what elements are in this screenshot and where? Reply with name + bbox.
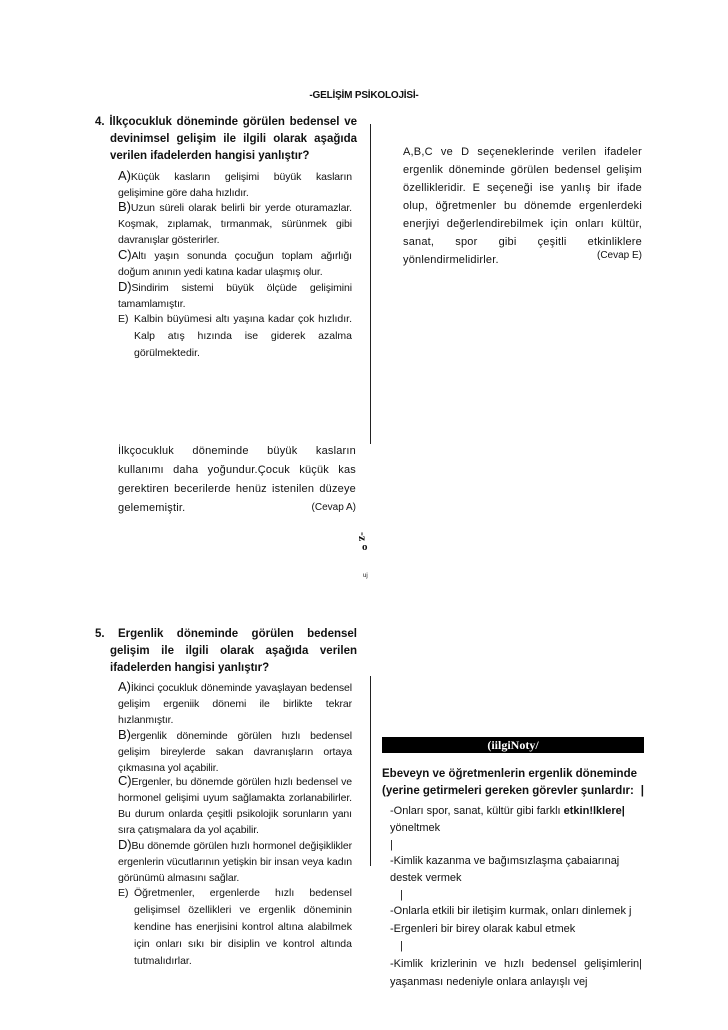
option-label: B) [118, 199, 131, 214]
option-text: Kalbin büyümesi altı yaşına kadar çok hızlıdır. Kalp atış hızında ise giderek azalma görülmektedir. [134, 313, 352, 359]
item-text: -Ergenleri bir birey olarak kabul etmek [390, 923, 576, 935]
column-divider [370, 124, 371, 444]
info-note-item: -Onlarla etkili bir iletişim kurmak, onları dinlemek j [390, 905, 632, 917]
q5-option-c [118, 773, 352, 838]
q5-explanation: A,B,C ve D seçeneklerinde verilen ifadeler ergenlik döneminde görülen bedensel gelişim özellikleridir. E seçeneği ise yanlış bir ifade olup, öğretmenler bu dönemde ergenlerdeki enerjiyi değerlendirebilmek için onları kültür, sanat, spor gibi çeşitli etkinliklere yönlendirmelidirler. [403, 146, 642, 266]
item-pipe: | [400, 940, 403, 952]
option-text: İkinci çocukluk döneminde yavaşlayan bedensel gelişim ergeniik dönemi ile birlikte tekrar hızlanmıştır. [118, 682, 352, 726]
option-text: Uzun süreli olarak belirli bir yerde oturamazlar. Koşmak, zıplamak, tırmanmak, sürünmek gibi davranışlar gösterirler. [118, 202, 352, 246]
q5-answer: (Cevap E) [596, 250, 642, 261]
stray-mark: uj [363, 573, 368, 579]
option-label: E) [118, 887, 129, 899]
item-text: -Onları spor, sanat, kültür gibi farklı [390, 805, 564, 817]
option-label: A) [118, 168, 131, 183]
item-pipe: | [390, 839, 393, 851]
heading-text: (yerine getirmeleri gereken görevler şunlardır: [382, 785, 634, 797]
q4-explanation: İlkçocukluk döneminde büyük kasların kullanımı daha yoğundur.Çocuk küçük kas gerektiren becerilerde henüz istenilen düzeye gelememiştir. [118, 445, 356, 514]
item-pipe: | [400, 889, 403, 901]
option-label: C) [118, 247, 132, 262]
info-note-item [390, 921, 642, 955]
q4-option-d [118, 279, 352, 312]
info-note-item: -Kimlik krizlerinin ve hızlı bedensel gelişimlerin| yaşanması nedeniyle onlara anlayışlı vej [390, 958, 642, 988]
option-label: C) [118, 773, 132, 788]
option-label: E) [118, 313, 129, 325]
q4-option-a [118, 168, 352, 201]
item-text: -Kimlik kazanma ve bağımsızlaşma çabaiarınaj destek vermek [390, 855, 620, 884]
option-text: ergenlik döneminde görülen hızlı bedensel gelişim bireylerde sakan davranışların ortaya çıkmasına yol açabilir. [118, 730, 352, 774]
info-note-heading-2 [382, 782, 644, 801]
question-5-title: 5. Ergenlik döneminde görülen bedensel gelişim ile ilgili olarak aşağıda verilen ifadelerden hangisi yanlıştır? [95, 628, 357, 674]
q5-option-b [118, 727, 352, 776]
q4-option-c [118, 247, 352, 280]
option-text: Altı yaşın sonunda çocuğun toplam ağırlığı doğum anının yedi katına kadar ulaşmış olur. [118, 250, 352, 278]
option-text: Öğretmenler, ergenlerde hızlı bedensel gelişimsel özellikleri ve ergenlik döneminin kendine has enerjisini kontrol altına alabilmek için onları sıkı bir disiplin ve kontrol altında tutmalıdırlar. [134, 887, 352, 967]
info-note-bar: (iilgiNoty/ [382, 737, 644, 753]
option-label: A) [118, 679, 131, 694]
item-bold: etkin!lklere| [563, 805, 625, 817]
stray-mark: o [362, 541, 368, 553]
heading-pipe: | [640, 785, 644, 797]
q5-option-d [118, 837, 352, 886]
q4-option-e [118, 311, 352, 362]
item-text-end: yöneltmek [390, 822, 441, 834]
column-divider [370, 676, 371, 866]
option-label: B) [118, 727, 131, 742]
option-label: D) [118, 279, 132, 294]
info-note-item [390, 853, 642, 904]
q5-option-a [118, 679, 352, 728]
option-text: Sindirim sistemi büyük ölçüde gelişimini tamamlamıştır. [118, 282, 352, 310]
q5-option-e [118, 885, 352, 970]
option-text: Ergenler, bu dönemde görülen hızlı bedensel ve hormonel gelişimi uyum sağlamakta zorlanabilirler. Bu durum onlarda çeşitli psikolojik sorunların yanı sıra çatışmalara da yol açabilir. [118, 776, 352, 836]
option-label: D) [118, 837, 132, 852]
option-text: Küçük kasların gelişimi büyük kasların gelişimine göre daha hızlıdır. [118, 171, 352, 199]
option-text: Bu dönemde görülen hızlı hormonel değişiklikler ergenlerin vücutlarının yetişkin bir insan veya kadın görünümü almasını sağlar. [118, 840, 352, 884]
page-header: -GELİŞİM PSİKOLOJİSİ- [309, 90, 419, 101]
info-note-heading-1: Ebeveyn ve öğretmenlerin ergenlik döneminde [382, 768, 637, 780]
info-note-item [390, 803, 642, 854]
q4-answer: (Cevap A) [311, 502, 356, 513]
stray-mark: -z [356, 531, 371, 542]
question-4-title: 4. İlkçocukluk döneminde görülen bedensel ve devinimsel gelişim ile ilgili olarak aşağıda verilen ifadelerden hangisi yanlıştır? [95, 116, 357, 162]
q4-option-b [118, 199, 352, 248]
